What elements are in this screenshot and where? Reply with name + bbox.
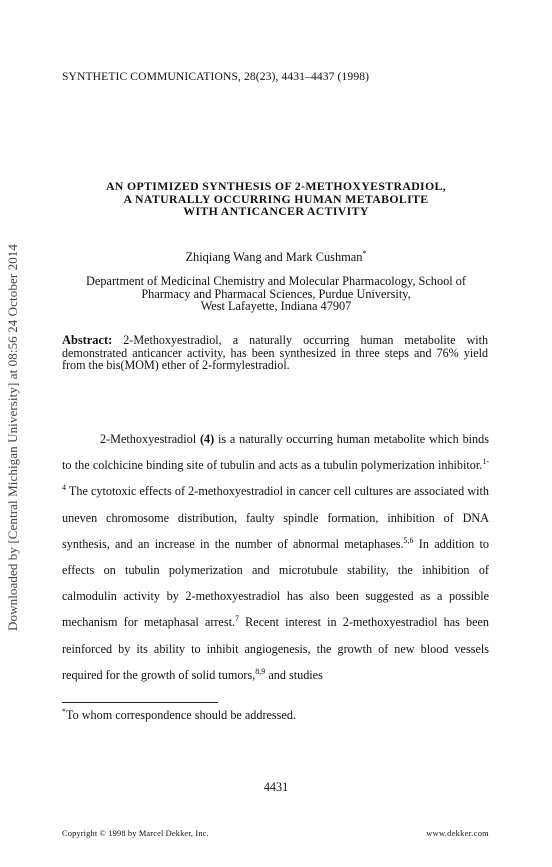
author-line bbox=[0, 249, 552, 265]
footnote-marker: * bbox=[62, 707, 66, 716]
download-stamp-text: Downloaded by [Central Michigan University] at 08:56 24 October 2014 bbox=[5, 243, 20, 631]
body-text-run: and studies bbox=[265, 667, 323, 682]
affiliation-line: West Lafayette, Indiana 47907 bbox=[200, 299, 352, 314]
citation-ref: 1-4 bbox=[62, 457, 489, 493]
footnote-divider bbox=[62, 702, 218, 703]
abstract bbox=[62, 334, 488, 372]
correspondence-marker: * bbox=[362, 249, 367, 258]
compound-number: (4) bbox=[199, 432, 215, 446]
body-paragraph bbox=[62, 426, 489, 688]
author-names: Zhiqiang Wang and Mark Cushman bbox=[185, 250, 363, 265]
article-title bbox=[40, 180, 512, 218]
download-stamp bbox=[2, 232, 24, 642]
body-text-run: The cytotoxic effects of 2-methoxyestradiol in cancer cell cultures are associated with uneven chromosome distribution, faulty spindle formation, inhibition of DNA synthesis, and an increase in the number of abnormal metaphases. bbox=[62, 484, 489, 551]
citation-ref: 5,6 bbox=[403, 535, 414, 545]
title-line: AN OPTIMIZED SYNTHESIS OF 2-METHOXYESTRADIOL, bbox=[105, 179, 447, 193]
footnote bbox=[62, 707, 296, 723]
citation-ref: 8,9 bbox=[255, 666, 266, 676]
affiliation-line: Pharmacy and Pharmacal Sciences, Purdue University, bbox=[141, 286, 411, 301]
page-number: 4431 bbox=[263, 780, 289, 794]
journal-header: SYNTHETIC COMMUNICATIONS, 28(23), 4431–4437 (1998) bbox=[62, 70, 370, 83]
body-text-run: In addition to effects on tubulin polymerization and microtubule stability, the inhibition of calmodulin activity by 2-methoxyestradiol has also been suggested as a possible mechanism for metaphasal arrest. bbox=[62, 536, 489, 630]
affiliation-line: Department of Medicinal Chemistry and Molecular Pharmacology, School of bbox=[86, 274, 466, 288]
title-line: WITH ANTICANCER ACTIVITY bbox=[183, 204, 369, 218]
citation-ref: 7 bbox=[235, 614, 240, 624]
publisher-website: www.dekker.com bbox=[426, 829, 489, 838]
body-text-run: Recent interest in 2-methoxyestradiol has been reinforced by its ability to inhibit angiogenesis, the growth of new blood vessels required for the growth of solid tumors, bbox=[62, 615, 489, 682]
footnote-text: To whom correspondence should be addressed. bbox=[66, 708, 296, 723]
body-text-run: 2-Methoxyestradiol bbox=[100, 432, 200, 446]
abstract-text: 2-Methoxyestradiol, a naturally occurring human metabolite with demonstrated anticancer activity, has been synthesized in three steps and 76% yield from the bis(MOM) ether of 2-formylestradiol. bbox=[62, 333, 488, 373]
body-text-run: is a naturally occurring human metabolite which binds to the colchicine binding site of tubulin and acts as a tubulin polymerization inhibitor. bbox=[62, 432, 489, 473]
affiliation bbox=[70, 275, 482, 313]
abstract-label: Abstract: bbox=[62, 333, 113, 347]
title-line: A NATURALLY OCCURRING HUMAN METABOLITE bbox=[123, 191, 429, 206]
copyright-notice: Copyright © 1998 by Marcel Dekker, Inc. bbox=[62, 829, 209, 838]
